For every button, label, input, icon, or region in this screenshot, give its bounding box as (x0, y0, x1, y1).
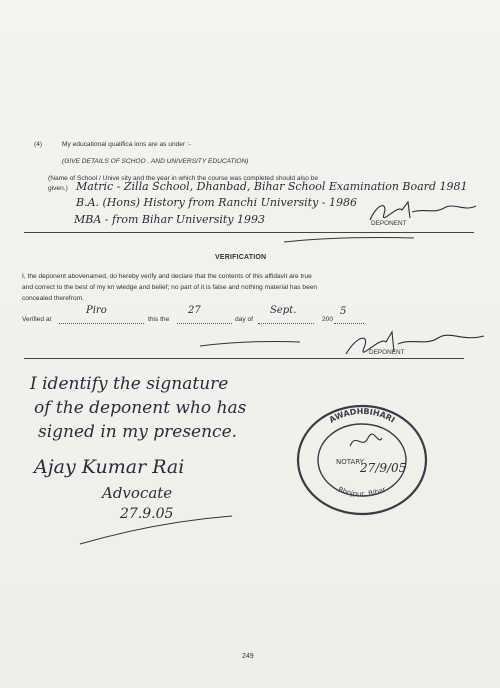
qualification-line-1: Matric - Zilla School, Dhanbad, Bihar School Examination Board 1981 (76, 180, 468, 193)
section-note-line2-prefix: given.) (48, 185, 68, 192)
stamp-top-text: AWADHBIHARI (327, 406, 397, 425)
deponent-signature-2 (340, 328, 490, 360)
verification-line2: and correct to the best of my kn wledge and belief; no part of it is false and nothing material has been (22, 284, 318, 291)
pen-stroke-2 (196, 336, 306, 350)
year-blank (334, 315, 364, 324)
section-subtitle: (GIVE DETAILS OF SCHOO . AND UNIVERSITY EDUCATION) (62, 158, 249, 165)
attestation-line1: I identify the signature (30, 374, 229, 394)
svg-text:Bhojpur, Bihar (337, 485, 387, 498)
verification-line3: concealed therefrom. (22, 295, 84, 302)
verified-place: Piro (86, 305, 107, 316)
deponent-label-2: DEPONENT (369, 349, 405, 356)
pen-stroke-1 (280, 234, 420, 246)
stamp-bottom-text: Bhojpur, Bihar (336, 485, 388, 499)
verified-month: Sept. (270, 305, 297, 316)
pen-stroke-3 (76, 512, 236, 548)
qualification-line-2: B.A. (Hons) History from Ranchi University - 1986 (76, 196, 357, 209)
verification-heading: VERIFICATION (215, 254, 267, 261)
this-the-label: this the (148, 316, 170, 323)
stamp-middle-text: NOTARY (336, 458, 364, 466)
notary-stamp (290, 402, 440, 520)
section-number: (4) (34, 141, 43, 148)
section-title: My educational qualifica ions are as under :- (62, 141, 192, 148)
verified-day: 27 (188, 305, 201, 316)
day-of-label: day of (235, 316, 253, 323)
deponent-label-1: DEPONENT (371, 220, 407, 227)
attestation-line2: of the deponent who has (34, 398, 247, 418)
year-prefix: 200 (322, 316, 334, 323)
advocate-title: Advocate (102, 484, 173, 502)
qualification-line-3: MBA - from Bihar University 1993 (74, 213, 266, 226)
advocate-name: Ajay Kumar Rai (34, 456, 185, 478)
stamp-hand-date: 27/9/05 (360, 461, 407, 475)
attestation-line3: signed in my presence. (38, 422, 238, 442)
verification-divider (24, 358, 464, 359)
verified-at-blank (59, 315, 144, 324)
day-blank (177, 315, 232, 324)
verification-line1: I, the deponent abovenamed, do hereby verify and declare that the contents of this affidavit are true (22, 273, 312, 280)
page-number: 249 (242, 653, 254, 660)
month-blank (258, 315, 314, 324)
verified-at-label: Verified at (22, 316, 52, 323)
section-note-line1: (Name of School / Unive sity and the year in which the course was completed should also be (48, 175, 319, 182)
attestation-date: 27.9.05 (120, 506, 174, 522)
section-divider (24, 232, 474, 233)
verified-year-digit: 5 (340, 306, 347, 317)
